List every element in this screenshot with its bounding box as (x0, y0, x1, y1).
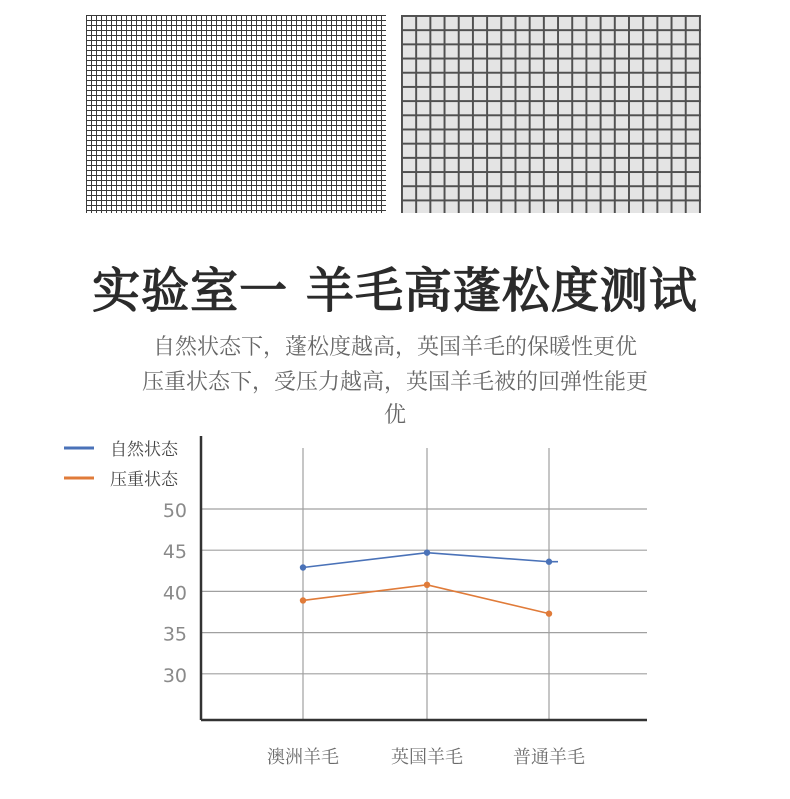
y-tick-label: 45 (162, 541, 187, 564)
y-tick-label: 40 (162, 582, 187, 605)
subtitle-line-2: 压重状态下，受压力越高，英国羊毛被的回弹性能更 (141, 370, 648, 395)
legend-label: 压重状态 (110, 470, 178, 490)
subtitle-line-3: 优 (383, 403, 406, 428)
data-point-s1-2 (424, 549, 430, 555)
data-point-s2-1 (300, 597, 306, 603)
y-tick-label: 50 (162, 500, 187, 522)
x-tick-label: 澳洲羊毛 (267, 747, 339, 768)
series-line-2 (303, 585, 549, 614)
subtitle-line-1: 自然状态下，蓬松度越高，英国羊毛的保暖性更优 (152, 335, 637, 360)
data-point-s1-1 (300, 564, 306, 570)
x-tick-label: 英国羊毛 (391, 747, 463, 768)
data-point-s2-2 (424, 582, 430, 588)
page-title: 实验室一 羊毛高蓬松度测试 (92, 263, 698, 319)
data-point-s1-3 (546, 559, 552, 565)
x-tick-label: 普通羊毛 (513, 747, 585, 768)
legend-label: 自然状态 (110, 440, 178, 460)
data-point-s2-3 (546, 610, 552, 616)
y-tick-label: 35 (162, 623, 187, 646)
series-line-1 (303, 553, 558, 568)
y-tick-label: 30 (162, 664, 187, 687)
